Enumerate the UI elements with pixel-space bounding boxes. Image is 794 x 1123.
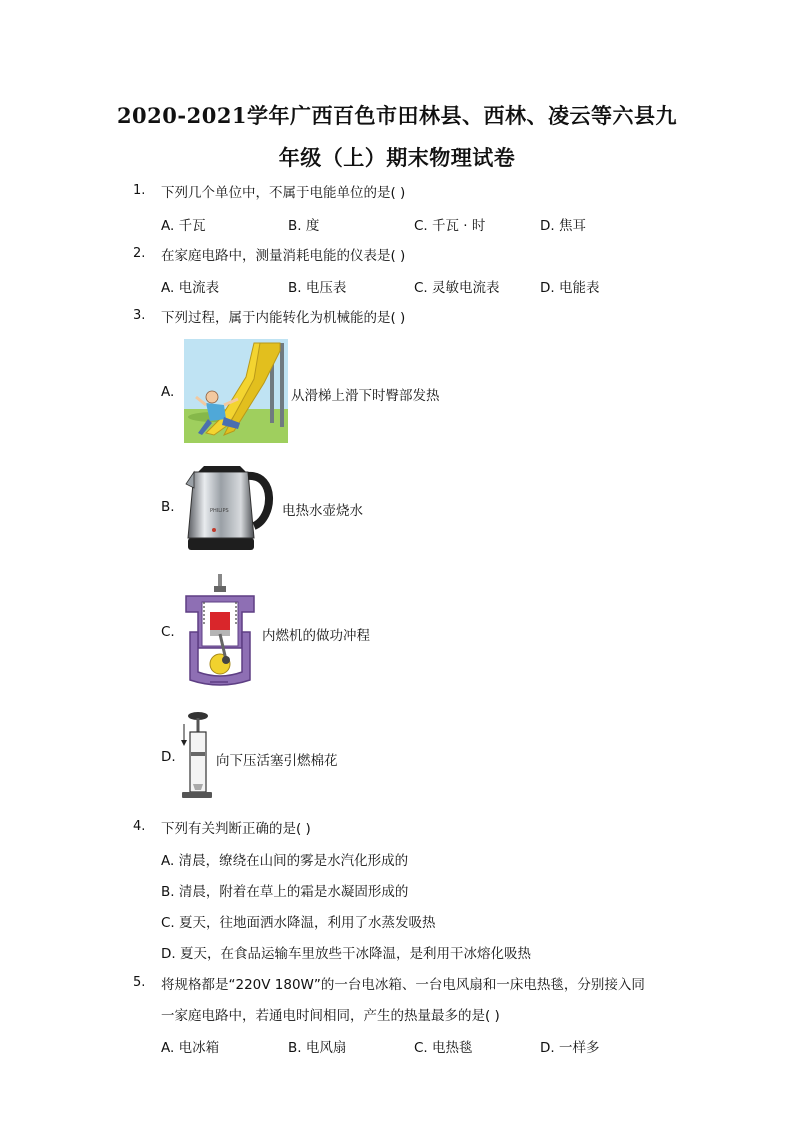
option-a[interactable]: A. 电冰箱 — [161, 1040, 220, 1056]
option-d[interactable]: D. 夏天，在食品运输车里放些干冰降温，是利用干冰熔化吸热 — [161, 946, 531, 962]
question-text: 下列几个单位中，不属于电能单位的是( ) — [161, 185, 406, 201]
question-number: 2. — [133, 246, 146, 261]
option-b[interactable]: B. 清晨，附着在草上的霜是水凝固形成的 — [161, 884, 409, 900]
option-c-caption: 内燃机的做功冲程 — [262, 628, 370, 644]
question-number: 5. — [133, 975, 146, 990]
kettle-icon — [184, 462, 276, 552]
question-text-line1: 将规格都是“220V 180W”的一台电冰箱、一台电风扇和一床电热毯，分别接入同 — [161, 977, 645, 993]
option-d[interactable]: D. 电能表 — [540, 280, 600, 296]
option-b[interactable]: B. 度 — [288, 218, 320, 234]
option-a[interactable]: A. 千瓦 — [161, 218, 206, 234]
kettle-brand: PHILIPS — [210, 508, 229, 514]
question-text-line2: 一家庭电路中，若通电时间相同，产生的热量最多的是( ) — [161, 1008, 500, 1024]
option-d[interactable]: D. 一样多 — [540, 1040, 600, 1056]
option-b-letter[interactable]: B. — [161, 499, 175, 515]
option-b[interactable]: B. 电风扇 — [288, 1040, 347, 1056]
slide-icon — [184, 339, 288, 443]
option-b-caption: 电热水壶烧水 — [282, 503, 363, 519]
engine-icon — [180, 572, 260, 690]
option-a-caption: 从滑梯上滑下时臀部发热 — [291, 388, 440, 404]
page-title-line1: 2020-2021学年广西百色市田林县、西林、凌云等六县九 — [116, 103, 678, 128]
option-c[interactable]: C. 电热毯 — [414, 1040, 473, 1056]
option-c[interactable]: C. 夏天，往地面洒水降温，利用了水蒸发吸热 — [161, 915, 436, 931]
option-b[interactable]: B. 电压表 — [288, 280, 347, 296]
option-a[interactable]: A. 电流表 — [161, 280, 220, 296]
option-c-letter[interactable]: C. — [161, 624, 175, 640]
option-d[interactable]: D. 焦耳 — [540, 218, 586, 234]
option-c[interactable]: C. 千瓦 · 时 — [414, 218, 486, 234]
question-text: 在家庭电路中，测量消耗电能的仪表是( ) — [161, 248, 406, 264]
option-a[interactable]: A. 清晨，缭绕在山间的雾是水汽化形成的 — [161, 853, 409, 869]
question-number: 1. — [133, 183, 146, 198]
page-title-line2: 年级（上）期末物理试卷 — [278, 145, 516, 170]
question-text: 下列过程，属于内能转化为机械能的是( ) — [161, 310, 406, 326]
question-number: 4. — [133, 819, 146, 834]
piston-icon — [178, 710, 214, 802]
option-a-letter[interactable]: A. — [161, 384, 175, 400]
option-d-letter[interactable]: D. — [161, 749, 176, 765]
option-c[interactable]: C. 灵敏电流表 — [414, 280, 500, 296]
question-text: 下列有关判断正确的是( ) — [161, 821, 311, 837]
question-number: 3. — [133, 308, 146, 323]
option-d-caption: 向下压活塞引燃棉花 — [216, 753, 338, 769]
